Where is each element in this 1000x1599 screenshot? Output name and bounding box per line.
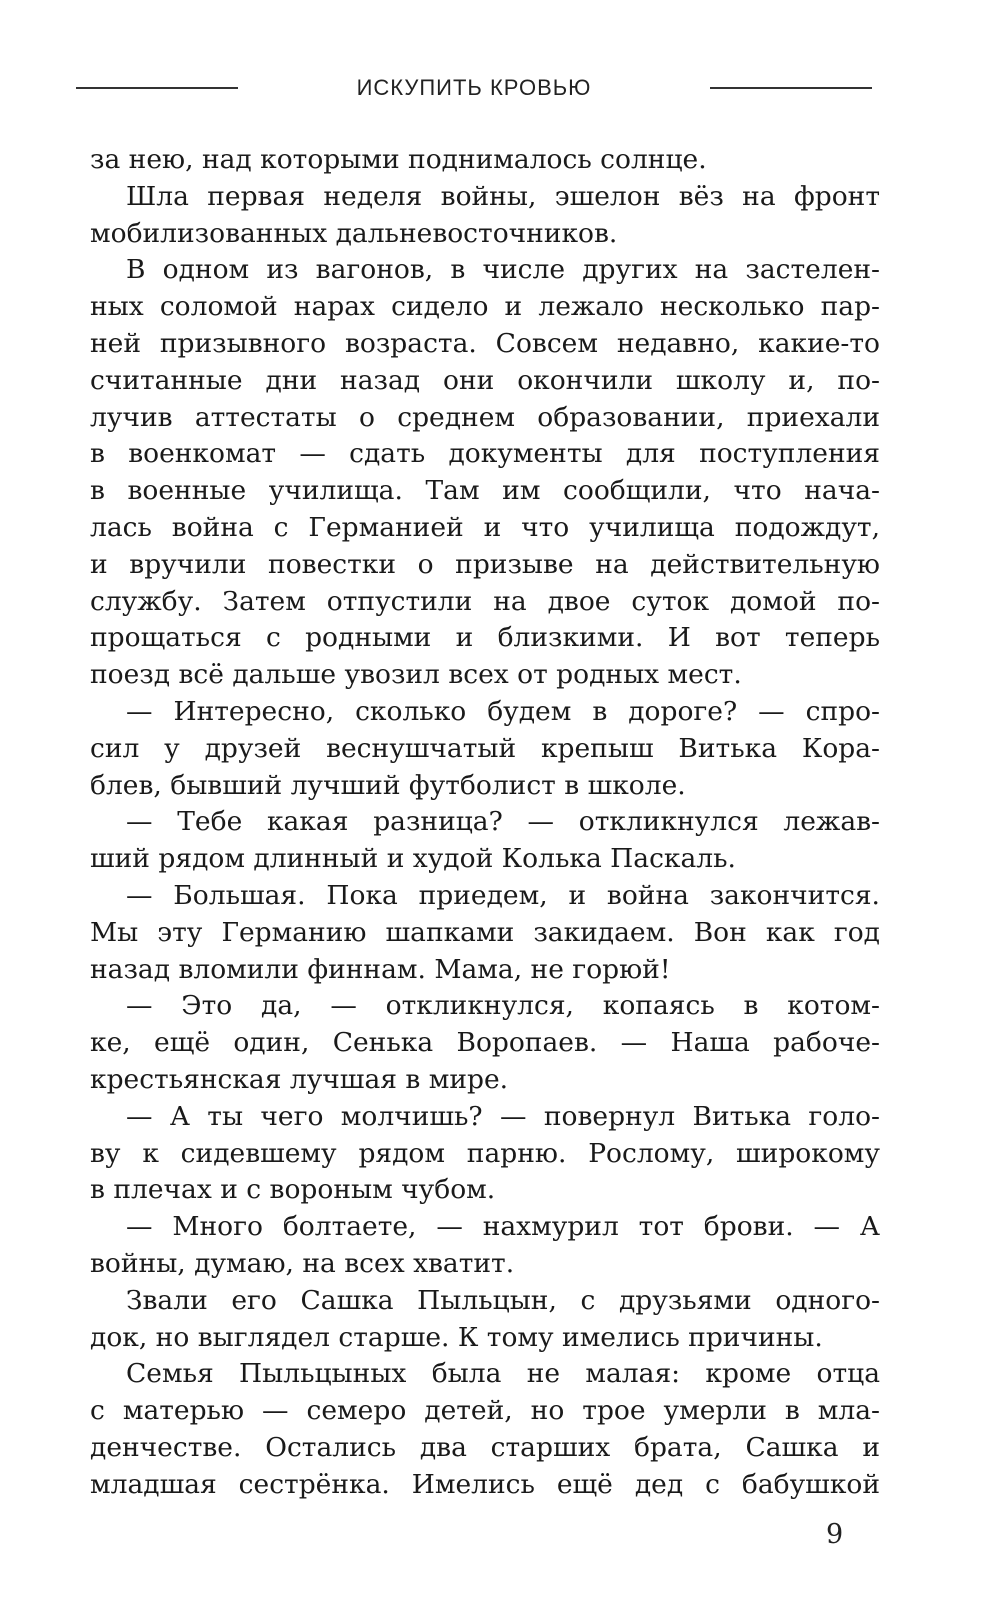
text-line: считанные дни назад они окончили школу и, по- bbox=[90, 364, 880, 396]
text-line: Мы эту Германию шапками закидаем. Вон как год bbox=[90, 916, 880, 948]
text-line: ке, ещё один, Сенька Воропаев. — Наша рабоче- bbox=[90, 1027, 880, 1059]
text-line: и вручили повестки о призыве на действительную bbox=[90, 548, 880, 580]
text-line: войны, думаю, на всех хватит. bbox=[90, 1247, 515, 1279]
text-line: лучив аттестаты о среднем образовании, приехали bbox=[90, 401, 880, 433]
text-line: крестьянская лучшая в мире. bbox=[90, 1063, 509, 1095]
running-header-title: ИСКУПИТЬ КРОВЬЮ bbox=[356, 75, 592, 100]
header-rule-left bbox=[76, 87, 238, 89]
text-line: лась война с Германией и что училища подождут, bbox=[90, 511, 880, 543]
text-line: прощаться с родными и близкими. И вот теперь bbox=[90, 622, 880, 654]
text-line: Шла первая неделя войны, эшелон вёз на фронт bbox=[126, 180, 880, 212]
text-line: за нею, над которыми поднималось солнце. bbox=[90, 144, 707, 175]
text-line: блев, бывший лучший футболист в школе. bbox=[90, 769, 686, 801]
text-line: с матерью — семеро детей, но трое умерли в мла- bbox=[90, 1395, 880, 1427]
text-line: в военкомат — сдать документы для поступления bbox=[90, 438, 880, 470]
text-line: в военные училища. Там им сообщили, что нача- bbox=[90, 475, 880, 507]
text-line: службу. Затем отпустили на двое суток домой по- bbox=[90, 585, 880, 617]
text-line: — А ты чего молчишь? — повернул Витька голо- bbox=[126, 1100, 880, 1132]
running-header bbox=[76, 68, 872, 108]
text-line: в плечах и с вороным чубом. bbox=[90, 1174, 496, 1206]
text-line: Семья Пыльцыных была не малая: кроме отца bbox=[126, 1358, 880, 1390]
text-line: поезд всё дальше увозил всех от родных мест. bbox=[90, 659, 742, 691]
header-rule-right bbox=[710, 87, 872, 89]
text-line: док, но выглядел старше. К тому имелись причины. bbox=[90, 1321, 823, 1353]
text-line: — Это да, — откликнулся, копаясь в котом- bbox=[126, 990, 880, 1022]
text-line: денчестве. Остались два старших брата, Сашка и bbox=[90, 1431, 880, 1463]
text-line: сил у друзей веснушчатый крепыш Витька Кора- bbox=[90, 732, 880, 764]
text-line: назад вломили финнам. Мама, не горюй! bbox=[90, 953, 671, 985]
text-line: ший рядом длинный и худой Колька Паскаль. bbox=[90, 843, 736, 875]
text-line: В одном из вагонов, в числе других на застелен- bbox=[126, 254, 880, 286]
text-line: ву к сидевшему рядом парню. Рослому, широкому bbox=[90, 1137, 880, 1169]
text-line: ных соломой нарах сидело и лежало несколько пар- bbox=[90, 291, 880, 323]
text-line: — Тебе какая разница? — откликнулся лежав- bbox=[126, 806, 880, 838]
text-line: — Много болтаете, — нахмурил тот брови. — А bbox=[126, 1211, 880, 1243]
text-line: Звали его Сашка Пыльцын, с друзьями одного- bbox=[126, 1284, 880, 1316]
text-line: — Большая. Пока приедем, и война закончится. bbox=[126, 879, 880, 911]
text-line: младшая сестрёнка. Имелись ещё дед с бабушкой bbox=[90, 1468, 880, 1500]
text-line: ней призывного возраста. Совсем недавно, какие-то bbox=[90, 327, 880, 359]
text-line: мобилизованных дальневосточников. bbox=[90, 217, 618, 249]
page-number: 9 bbox=[826, 1519, 844, 1550]
page-body bbox=[90, 142, 880, 1503]
text-line: — Интересно, сколько будем в дороге? — спро- bbox=[126, 695, 880, 727]
